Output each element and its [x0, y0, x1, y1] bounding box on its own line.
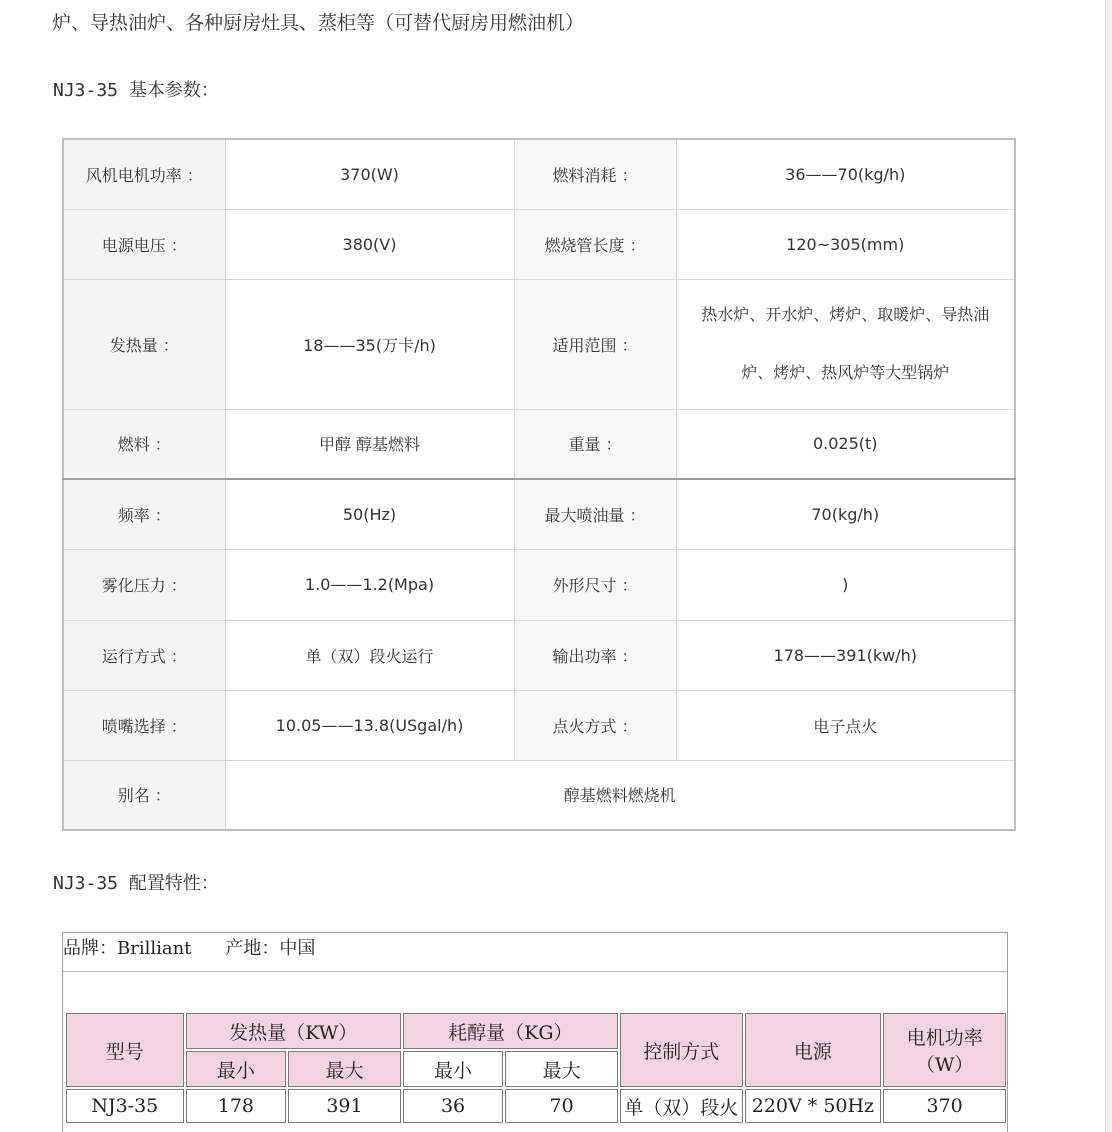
param-value: 0.025(t)	[676, 409, 1015, 479]
cell-control: 单（双）段火	[620, 1089, 743, 1123]
config-table	[64, 1011, 1008, 1125]
origin-text: 产地：中国	[225, 938, 316, 959]
param-label: 电源电压 ：	[63, 209, 225, 279]
col-control: 控制方式	[620, 1013, 743, 1087]
param-label: 燃料消耗 ：	[514, 139, 676, 209]
cell-motor: 370	[883, 1089, 1006, 1123]
param-label: 运行方式 ：	[63, 620, 225, 690]
param-value: 120~305(mm)	[676, 209, 1015, 279]
col-power: 电源	[745, 1013, 882, 1087]
param-label: 点火方式 ：	[514, 690, 676, 760]
param-label: 外形尺寸 ：	[514, 549, 676, 620]
param-value: 178——391(kw/h)	[676, 620, 1015, 690]
col-heat: 发热量（KW）	[186, 1013, 401, 1049]
param-label: 喷嘴选择 ：	[63, 690, 225, 760]
cell-power: 220V * 50Hz	[745, 1089, 882, 1123]
basic-params-table	[62, 138, 1016, 831]
table-row	[63, 690, 1015, 760]
brand-text: 品牌：Brilliant	[63, 938, 192, 959]
param-label: 重量 ：	[514, 409, 676, 479]
scope-line-2: 炉、烤炉、热风炉等大型锅炉	[741, 363, 950, 382]
col-meth-max: 最大	[505, 1051, 618, 1087]
page-scrollbar[interactable]	[1105, 0, 1112, 1132]
table-row	[63, 479, 1015, 549]
param-value: 电子点火	[676, 690, 1015, 760]
param-value: 甲醇 醇基燃料	[225, 409, 514, 479]
col-model: 型号	[66, 1013, 184, 1087]
col-motor: 电机功率（W）	[883, 1013, 1006, 1087]
col-meth-min: 最小	[403, 1051, 504, 1087]
alias-value: 醇基燃料燃烧机	[225, 760, 1015, 830]
brand-row	[63, 933, 1007, 972]
param-value: 380(V)	[225, 209, 514, 279]
param-value	[676, 279, 1015, 409]
param-value: 50(Hz)	[225, 479, 514, 549]
cell-meth-min: 36	[403, 1089, 504, 1123]
table-row	[63, 549, 1015, 620]
param-label: 雾化压力 ：	[63, 549, 225, 620]
param-label: 燃烧管长度 ：	[514, 209, 676, 279]
col-methanol: 耗醇量（KG）	[403, 1013, 618, 1049]
table-row	[66, 1089, 1006, 1123]
param-label: 风机电机功率 ：	[63, 139, 225, 209]
cell-heat-min: 178	[186, 1089, 287, 1123]
param-value: 单（双）段火运行	[225, 620, 514, 690]
param-label: 适用范围 ：	[514, 279, 676, 409]
param-label: 最大喷油量 ：	[514, 479, 676, 549]
table-row	[63, 209, 1015, 279]
table-row	[63, 139, 1015, 209]
table-row	[63, 760, 1015, 830]
config-heading: NJ3-35 配置特性：	[53, 873, 219, 894]
param-value: 370(W)	[225, 139, 514, 209]
col-heat-max: 最大	[288, 1051, 401, 1087]
param-value: 70(kg/h)	[676, 479, 1015, 549]
params-heading: NJ3-35 基本参数：	[53, 80, 219, 101]
col-heat-min: 最小	[186, 1051, 287, 1087]
param-value: 1.0——1.2(Mpa)	[225, 549, 514, 620]
param-label: 燃料 ：	[63, 409, 225, 479]
table-row	[63, 409, 1015, 479]
cell-model: NJ3-35	[66, 1089, 184, 1123]
table-row	[63, 620, 1015, 690]
param-label: 输出功率 ：	[514, 620, 676, 690]
param-value: )	[676, 549, 1015, 620]
alias-label: 别名 ：	[63, 760, 225, 830]
cell-heat-max: 391	[288, 1089, 401, 1123]
param-label: 频率 ：	[63, 479, 225, 549]
param-label: 发热量 ：	[63, 279, 225, 409]
param-value: 36——70(kg/h)	[676, 139, 1015, 209]
cell-meth-max: 70	[505, 1089, 618, 1123]
param-value: 18——35(万卡/h)	[225, 279, 514, 409]
config-header-row	[66, 1013, 1006, 1049]
empty-row	[63, 972, 1007, 1012]
scope-line-1: 热水炉、开水炉、烤炉、取暖炉、导热油	[701, 305, 990, 324]
param-value: 10.05——13.8(USgal/h)	[225, 690, 514, 760]
intro-text: 炉、导热油炉、各种厨房灶具、蒸柜等（可替代厨房用燃油机）	[52, 12, 585, 34]
table-row	[63, 279, 1015, 409]
